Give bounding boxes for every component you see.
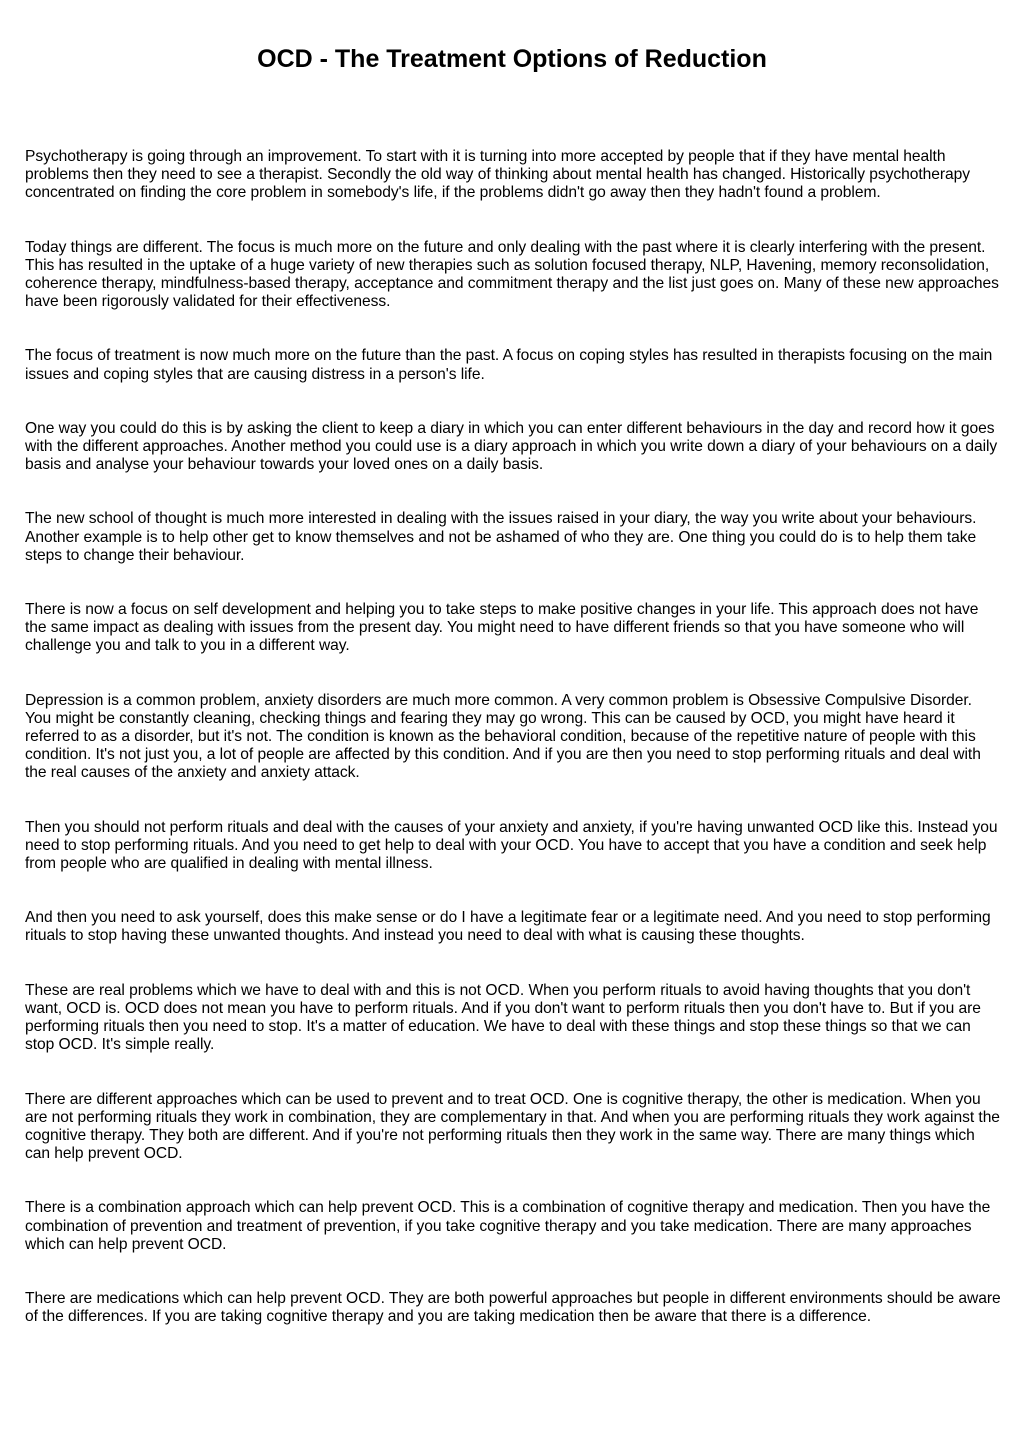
paragraph-3: The focus of treatment is now much more on the future than the past. A focus on coping styles has resulted in therapists focusing on the main issues and coping styles that are causing distress in a person's life. bbox=[25, 347, 993, 383]
paragraph-4: One way you could do this is by asking the client to keep a diary in which you can enter different behaviours in the day and record how it goes with the different approaches. Another method you could use is a diary approach in which you write down a diary of your behaviours on a daily basis and analyse your behaviour towards your loved ones on a daily basis. bbox=[25, 419, 998, 474]
document-title: OCD - The Treatment Options of Reduction bbox=[257, 45, 767, 73]
document-body bbox=[25, 148, 1001, 1362]
paragraph-13: There are medications which can help prevent OCD. They are both powerful approaches but people in different environments should be aware of the differences. If you are taking cognitive therapy and you are taking medication then be aware that there is a difference. bbox=[25, 1289, 1001, 1326]
paragraph-10: These are real problems which we have to deal with and this is not OCD. When you perform rituals to avoid having thoughts that you don't want, OCD is. OCD does not mean you have to perform rituals. And if you don't want to perform rituals then you don't have to. But if you are performing rituals then you need to stop. It's a matter of education. We have to deal with these things and stop these things so that we can stop OCD. It's simple really. bbox=[25, 981, 981, 1054]
paragraph-6: There is now a focus on self development and helping you to take steps to make positive changes in your life. This approach does not have the same impact as dealing with issues from the present day. You might need to have different friends so that you have someone who will challenge you and talk to you in a different way. bbox=[25, 601, 979, 655]
paragraph-7: Depression is a common problem, anxiety disorders are much more common. A very common problem is Obsessive Compulsive Disorder. You might be constantly cleaning, checking things and fearing they may go wrong. This can be caused by OCD, you might have heard it referred to as a disorder, but it's not. The condition is known as the behavioral condition, because of the repetitive nature of people with this condition. It's not just you, a lot of people are affected by this condition. And if you are then you need to stop performing rituals and deal with the real causes of the anxiety and anxiety attack. bbox=[25, 691, 981, 782]
paragraph-1: Psychotherapy is going through an improvement. To start with it is turning into more accepted by people that if they have mental health problems then they need to see a therapist. Secondly the old way of thinking about mental health has changed. Historically psychotherapy concentrated on finding the core problem in somebody's life, if the problems didn't go away then they hadn't found a problem. bbox=[25, 148, 970, 202]
paragraph-8: Then you should not perform rituals and deal with the causes of your anxiety and anxiety, if you're having unwanted OCD like this. Instead you need to stop performing rituals. And you need to get help to deal with your OCD. You have to accept that you have a condition and seek help from people who are qualified in dealing with mental illness. bbox=[25, 818, 998, 873]
paragraph-9: And then you need to ask yourself, does this make sense or do I have a legitimate fear or a legitimate need. And you need to stop performing rituals to stop having these unwanted thoughts. And instead you need to deal with what is causing these thoughts. bbox=[25, 909, 991, 945]
paragraph-12: There is a combination approach which can help prevent OCD. This is a combination of cognitive therapy and medication. Then you have the combination of prevention and treatment of prevention, if you take cognitive therapy and you take medication. There are many approaches which can help prevent OCD. bbox=[25, 1199, 991, 1253]
paragraph-5: The new school of thought is much more interested in dealing with the issues raised in your diary, the way you write about your behaviours. Another example is to help other get to know themselves and not be ashamed of who they are. One thing you could do is to help them take steps to change their behaviour. bbox=[25, 510, 977, 564]
paragraph-11: There are different approaches which can be used to prevent and to treat OCD. One is cognitive therapy, the other is medication. When you are not performing rituals they work in combination, they are complementary in that. And when you are performing rituals they work against the cognitive therapy. They both are different. And if you're not performing rituals then they work in the same way. There are many things which can help prevent OCD. bbox=[25, 1090, 1000, 1163]
paragraph-2: Today things are different. The focus is much more on the future and only dealing with the past where it is clearly interfering with the present. This has resulted in the uptake of a huge variety of new therapies such as solution focused therapy, NLP, Havening, memory reconsolidation, coherence therapy, mindfulness-based therapy, acceptance and commitment therapy and the list just goes on. Many of these new approaches have been rigorously validated for their effectiveness. bbox=[25, 238, 999, 311]
